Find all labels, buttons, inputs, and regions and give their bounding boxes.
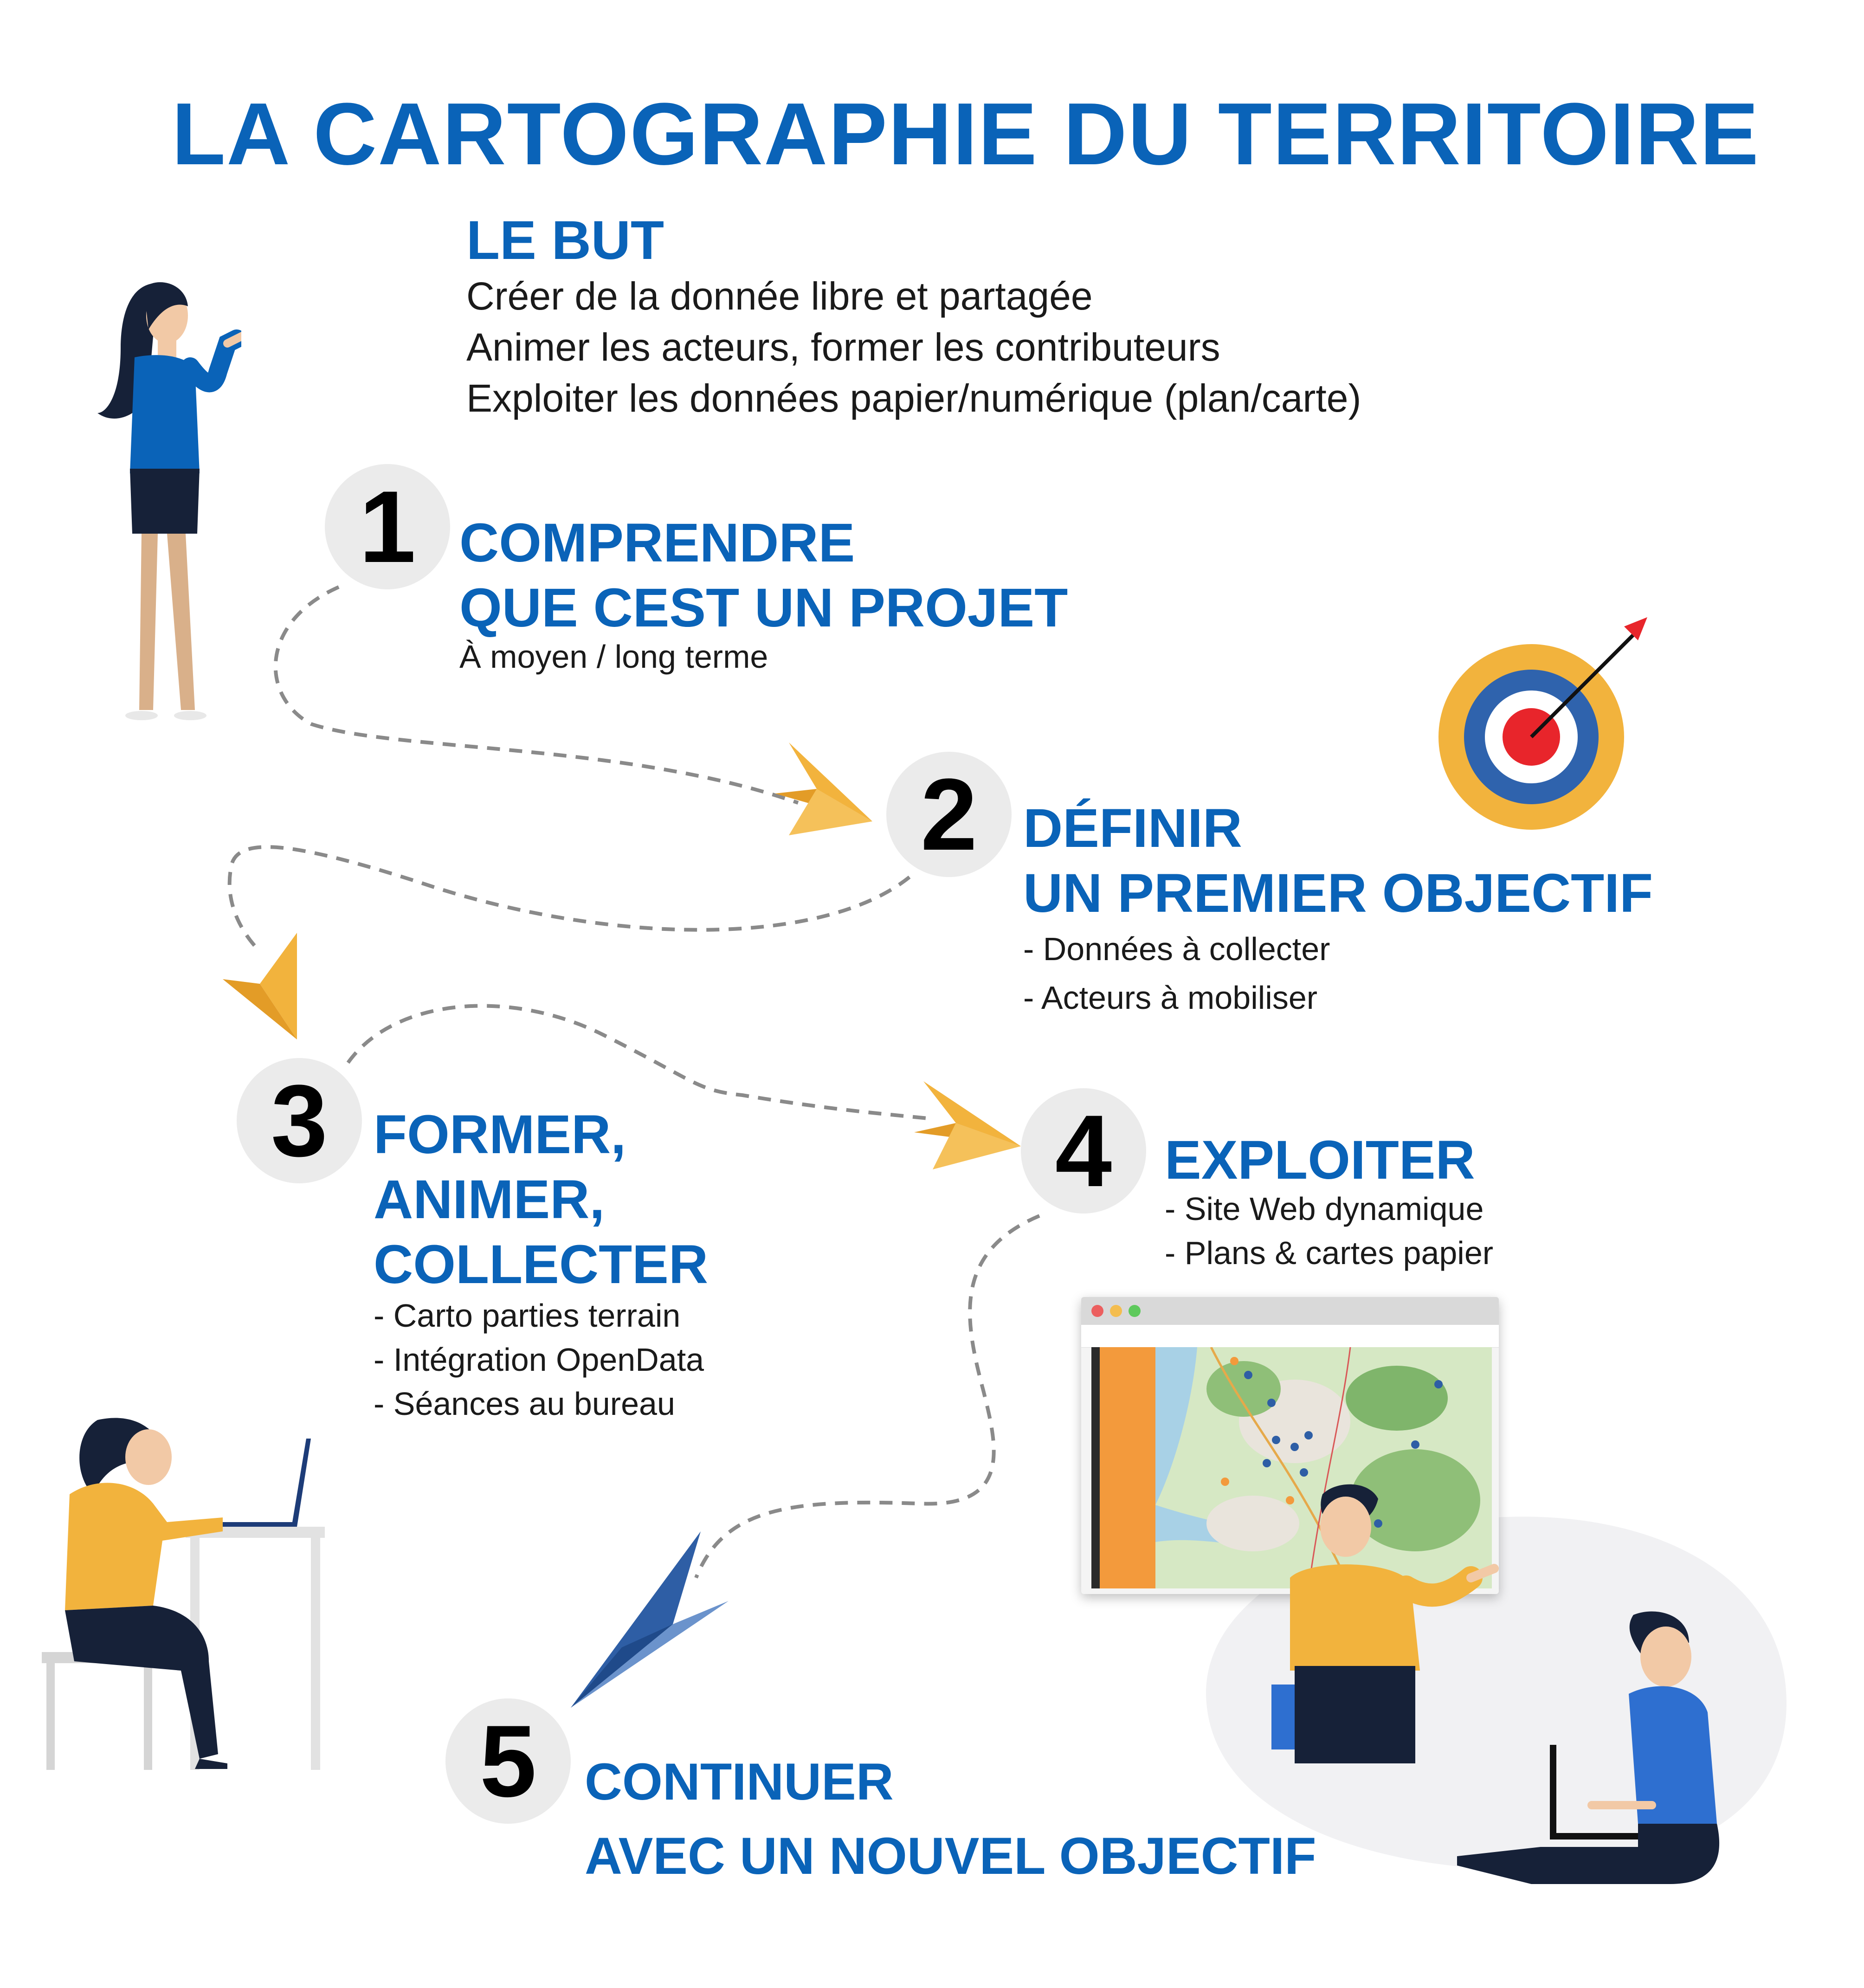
map-toolbar	[1091, 1347, 1100, 1588]
step-3-detail-2: - Intégration OpenData	[374, 1342, 704, 1378]
target-icon	[1434, 608, 1657, 831]
step-3-heading-line-2: ANIMER,	[374, 1169, 605, 1230]
page-title: LA CARTOGRAPHIE DU TERRITOIRE	[172, 85, 1760, 183]
step-4-heading-line-1: EXPLOITER	[1165, 1130, 1475, 1191]
step-2-heading-line-1: DÉFINIR	[1023, 798, 1242, 859]
woman-at-desk-illustration	[32, 1392, 357, 1773]
step-1-heading-line-2: QUE CEST UN PROJET	[459, 577, 1068, 639]
map-sidebar	[1100, 1347, 1155, 1588]
goal-heading: LE BUT	[466, 210, 664, 271]
paper-plane-icon	[761, 733, 877, 840]
step-3-heading-line-3: COLLECTER	[374, 1234, 709, 1295]
step-4-detail-1: - Site Web dynamique	[1165, 1191, 1484, 1227]
step-3-number: 3	[237, 1058, 362, 1183]
paper-plane-icon	[566, 1527, 733, 1712]
step-5-heading-line-2: AVEC UN NOUVEL OBJECTIF	[585, 1827, 1316, 1885]
paper-plane-icon	[905, 1067, 1026, 1174]
step-2-detail-2: - Acteurs à mobiliser	[1023, 980, 1318, 1016]
goal-line-1: Créer de la donnée libre et partagée	[466, 274, 1093, 318]
step-3-detail-1: - Carto parties terrain	[374, 1297, 681, 1334]
step-2-detail-1: - Données à collecter	[1023, 931, 1330, 967]
maximize-dot-icon	[1129, 1305, 1141, 1317]
step-1-heading-line-1: COMPRENDRE	[459, 512, 855, 574]
minimize-dot-icon	[1110, 1305, 1122, 1317]
goal-line-3: Exploiter les données papier/numérique (plan/carte)	[466, 376, 1361, 420]
step-5-number: 5	[445, 1698, 571, 1824]
step-1-detail: À moyen / long terme	[459, 639, 768, 675]
step-2-number: 2	[886, 752, 1012, 877]
step-3-heading-line-1: FORMER,	[374, 1104, 626, 1165]
browser-titlebar	[1081, 1297, 1499, 1325]
standing-woman-illustration	[88, 274, 241, 729]
step-5-heading-line-1: CONTINUER	[585, 1753, 894, 1811]
close-dot-icon	[1091, 1305, 1103, 1317]
step-3-detail-3: - Séances au bureau	[374, 1386, 675, 1422]
goal-line-2: Animer les acteurs, former les contributeurs	[466, 325, 1220, 369]
paper-plane-icon	[218, 928, 311, 1049]
step-1-number: 1	[325, 464, 450, 589]
step-4-detail-2: - Plans & cartes papier	[1165, 1235, 1494, 1271]
site-header	[1081, 1325, 1499, 1348]
step-4-number: 4	[1021, 1088, 1146, 1213]
step-2-heading-line-2: UN PREMIER OBJECTIF	[1023, 863, 1653, 924]
sitting-man-illustration	[1438, 1606, 1763, 1893]
